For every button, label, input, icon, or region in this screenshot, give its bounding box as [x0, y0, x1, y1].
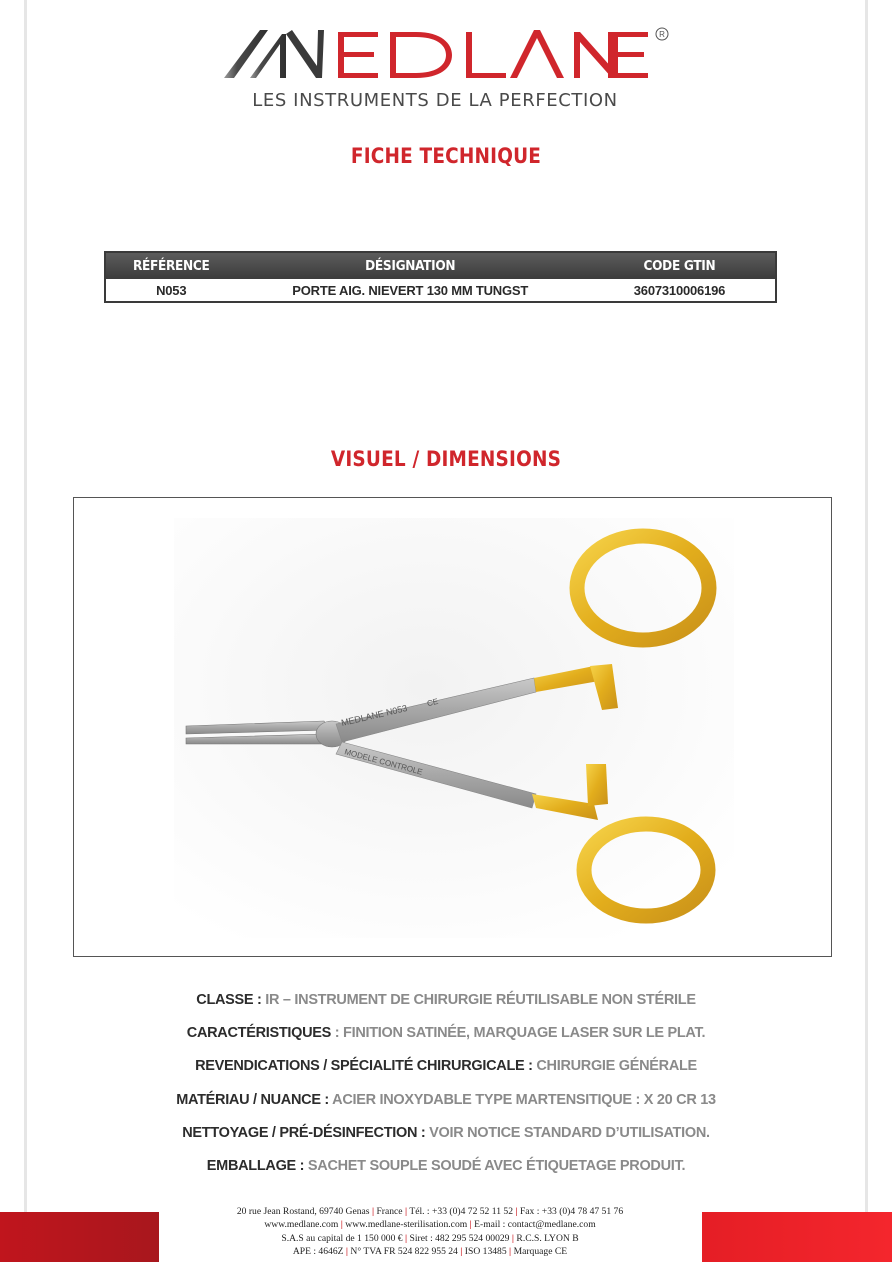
footer-red-bar-left	[0, 1212, 159, 1262]
footer-rcs: R.C.S. LYON B	[516, 1232, 579, 1244]
engraving-ce: CE	[426, 696, 440, 709]
footer-line-legal: S.A.S au capital de 1 150 000 € | Siret : 482 295 524 00029 | R.C.S. LYON B	[281, 1232, 579, 1244]
fiche-technique-title: FICHE TECHNIQUE	[350, 144, 542, 168]
footer-tva: N° TVA FR 524 822 955 24	[350, 1246, 458, 1258]
spec-key: CARACTÉRISTIQUES	[186, 1025, 332, 1042]
header-gtin: CODE GTIN	[584, 252, 776, 279]
footer-phone: Tél. : +33 (0)4 72 52 11 52	[409, 1206, 513, 1217]
spec-key: EMBALLAGE :	[206, 1157, 305, 1174]
visuel-dimensions-title: VISUEL / DIMENSIONS	[330, 447, 562, 471]
specifications-list	[0, 988, 892, 1187]
footer-siret: Siret : 482 295 524 00029	[409, 1232, 510, 1244]
product-image-frame	[73, 497, 832, 957]
cell-reference: N053	[156, 282, 187, 298]
footer-country: France	[376, 1206, 403, 1217]
footer-marquage: Marquage CE	[513, 1246, 568, 1258]
spec-nettoyage	[0, 1121, 892, 1154]
footer-iso: ISO 13485	[464, 1246, 507, 1258]
footer-line-certification: APE : 4646Z | N° TVA FR 524 822 955 24 | ISO 13485 | Marquage CE	[292, 1246, 568, 1258]
footer-line-address: 20 rue Jean Rostand, 69740 Genas | France | Tél. : +33 (0)4 72 52 11 52 | Fax : +33 (0)4 78 47 51 76	[236, 1206, 624, 1217]
engraving-bottom: MODELE CONTROLE	[343, 747, 424, 777]
footer-contact-info	[160, 1205, 700, 1259]
table-row	[105, 279, 776, 302]
footer-line-web: www.medlane.com | www.medlane-sterilisation.com | E-mail : contact@medlane.com	[264, 1219, 596, 1231]
header-reference: RÉFÉRENCE	[105, 252, 236, 279]
spec-key: MATÉRIAU / NUANCE :	[176, 1091, 329, 1108]
spec-classe	[0, 988, 892, 1021]
tagline: LES INSTRUMENTS DE LA PERFECTION	[252, 90, 618, 111]
spec-key: REVENDICATIONS / SPÉCIALITÉ CHIRURGICALE :	[195, 1058, 533, 1075]
medlane-logo	[220, 22, 672, 84]
cell-gtin: 3607310006196	[633, 282, 726, 298]
reference-table	[104, 251, 777, 303]
footer-red-bar-right	[702, 1212, 892, 1262]
spec-value: CHIRURGIE GÉNÉRALE	[532, 1058, 697, 1075]
footer-ape: APE : 4646Z	[292, 1246, 344, 1258]
footer-capital: S.A.S au capital de 1 150 000 €	[281, 1232, 403, 1244]
footer-address: 20 rue Jean Rostand, 69740 Genas	[236, 1206, 370, 1217]
footer-email[interactable]: E-mail : contact@medlane.com	[474, 1219, 596, 1231]
spec-emballage	[0, 1154, 892, 1187]
spec-key: NETTOYAGE / PRÉ-DÉSINFECTION :	[182, 1124, 426, 1141]
spec-value: : FINITION SATINÉE, MARQUAGE LASER SUR LE PLAT.	[331, 1025, 706, 1042]
table-header-row	[105, 252, 776, 279]
spec-value: VOIR NOTICE STANDARD D’UTILISATION.	[425, 1124, 710, 1141]
needle-holder-image	[74, 498, 831, 956]
engraving-top: MEDLANE N053	[340, 703, 409, 728]
footer-fax: Fax : +33 (0)4 78 47 51 76	[519, 1206, 624, 1217]
cell-designation: PORTE AIG. NIEVERT 130 MM TUNGST	[292, 282, 529, 298]
spec-caracteristiques	[0, 1021, 892, 1054]
footer-website-sterilisation[interactable]: www.medlane-sterilisation.com	[345, 1219, 468, 1231]
spec-value: ACIER INOXYDABLE TYPE MARTENSITIQUE : X 20 CR 13	[328, 1091, 716, 1108]
spec-revendications	[0, 1054, 892, 1087]
footer-website[interactable]: www.medlane.com	[264, 1219, 339, 1231]
spec-value: SACHET SOUPLE SOUDÉ AVEC ÉTIQUETAGE PRODUIT.	[304, 1157, 686, 1174]
spec-materiau	[0, 1088, 892, 1121]
header-designation: DÉSIGNATION	[236, 252, 583, 279]
registered-mark: R	[659, 30, 665, 39]
spec-value: IR – INSTRUMENT DE CHIRURGIE RÉUTILISABLE NON STÉRILE	[261, 992, 696, 1008]
spec-key: CLASSE :	[196, 992, 262, 1008]
